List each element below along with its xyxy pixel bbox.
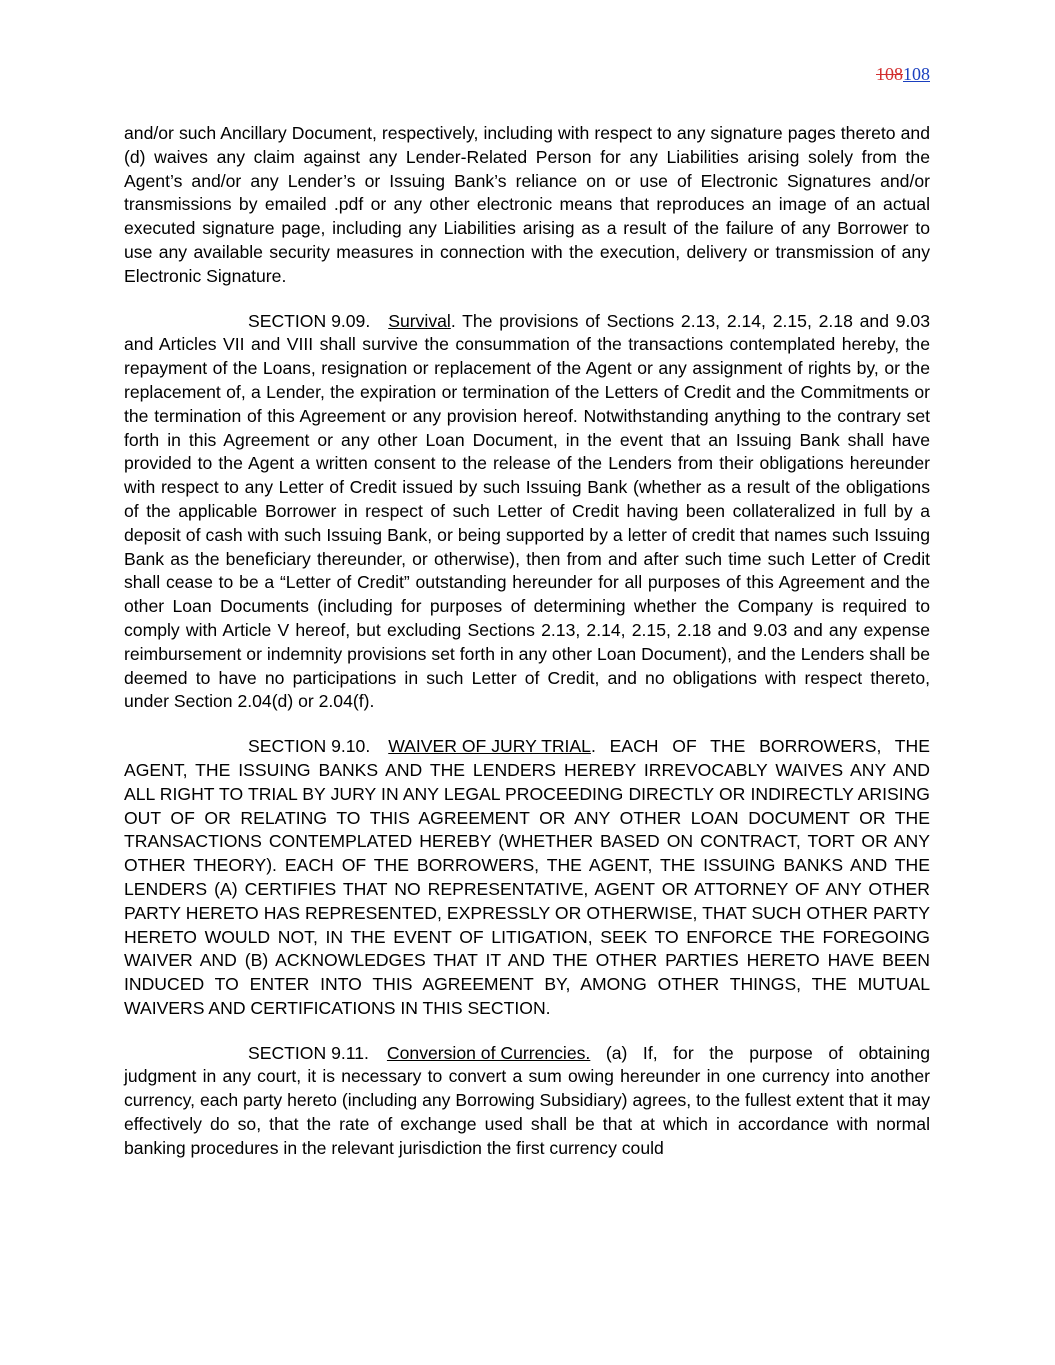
page-number-inserted: 108 (903, 64, 930, 84)
section-heading (124, 310, 451, 334)
section-title: Conversion of Currencies. (386, 1042, 591, 1063)
section-body: . The provisions of Sections 2.13, 2.14, 2.15, 2.18 and 9.03 and Articles VII and VIII shall survive the consummation of the transactions contemplated hereby, the repayment of the Loans, resignation or replacement of the Agent or any assignment of rights by, or the replacement of, a Lender, the expiration or termination of the Letters of Credit and the Commitments or the termination of this Agreement or any provision hereof. Notwithstanding anything to the contrary set forth in this Agreement or any other Loan Document, in the event that an Issuing Bank shall have provided to the Agent a written consent to the release of the Lenders from their obligations hereunder with respect to any Letter of Credit issued by such Issuing Bank (whether as a result of the obligations of the applicable Borrower in respect of such Letter of Credit having been collateralized in full by a deposit of cash with such Issuing Bank, or being supported by a letter of credit that names such Issuing Bank as the beneficiary thereunder, or otherwise), then from and after such time such Letter of Credit shall cease to be a “Letter of Credit” outstanding hereunder for all purposes of this Agreement and the other Loan Documents (including for purposes of determining whether the Company is required to comply with Article V hereof, but excluding Sections 2.13, 2.14, 2.15, 2.18 and 9.03 and any expense reimbursement or indemnity provisions set forth in any other Loan Document), and the Lenders shall be deemed to have no participations in such Letter of Credit, and no obligations with respect thereto, under Section 2.04(d) or 2.04(f). (124, 310, 930, 712)
section-heading (124, 1042, 590, 1066)
section-title: Survival (388, 310, 451, 331)
page-number (876, 63, 930, 85)
page-number-deleted: 108 (876, 64, 903, 84)
document-body (124, 122, 930, 1182)
section-9-11 (124, 1042, 930, 1161)
section-number: SECTION 9.10. (248, 736, 371, 757)
intro-paragraph: and/or such Ancillary Document, respectively, including with respect to any signature pages thereto and (d) waives any claim against any Lender-Related Person for any Liabilities arising solely from the Agent’s and/or any Lender’s or Issuing Bank’s reliance on or use of Electronic Signatures and/or transmissions by emailed .pdf or any other electronic means that reproduces an image of an actual executed signature page, including any Liabilities arising as a result of the failure of any Borrower to use any available security measures in connection with the execution, delivery or transmission of any Electronic Signature. (124, 123, 930, 286)
section-number: SECTION 9.09. (248, 310, 371, 331)
section-title: WAIVER OF JURY TRIAL (388, 736, 591, 757)
section-body: (a) If, for the purpose of obtaining judgment in any court, it is necessary to convert a sum owing hereunder in one currency into another currency, each party hereto (including any Borrowing Subsidiary) agrees, to the fullest extent that it may effectively do so, that the rate of exchange used shall be that at which in accordance with normal banking procedures in the relevant jurisdiction the first currency could (124, 1042, 930, 1158)
section-heading (124, 735, 591, 759)
section-9-10 (124, 735, 930, 1021)
section-number: SECTION 9.11. (248, 1042, 369, 1063)
section-9-09 (124, 310, 930, 715)
section-body: . EACH OF THE BORROWERS, THE AGENT, THE ISSUING BANKS AND THE LENDERS HEREBY IRREVOCABLY WAIVES ANY AND ALL RIGHT TO TRIAL BY JURY IN ANY LEGAL PROCEEDING DIRECTLY OR INDIRECTLY ARISING OUT OF OR RELATING TO THIS AGREEMENT OR ANY OTHER LOAN DOCUMENT OR THE TRANSACTIONS CONTEMPLATED HEREBY (WHETHER BASED ON CONTRACT, TORT OR ANY OTHER THEORY). EACH OF THE BORROWERS, THE AGENT, THE ISSUING BANKS AND THE LENDERS (A) CERTIFIES THAT NO REPRESENTATIVE, AGENT OR ATTORNEY OF ANY OTHER PARTY HERETO HAS REPRESENTED, EXPRESSLY OR OTHERWISE, THAT SUCH OTHER PARTY HERETO WOULD NOT, IN THE EVENT OF LITIGATION, SEEK TO ENFORCE THE FOREGOING WAIVER AND (B) ACKNOWLEDGES THAT IT AND THE OTHER PARTIES HERETO HAVE BEEN INDUCED TO ENTER INTO THIS AGREEMENT BY, AMONG OTHER THINGS, THE MUTUAL WAIVERS AND CERTIFICATIONS IN THIS SECTION. (124, 736, 930, 1018)
